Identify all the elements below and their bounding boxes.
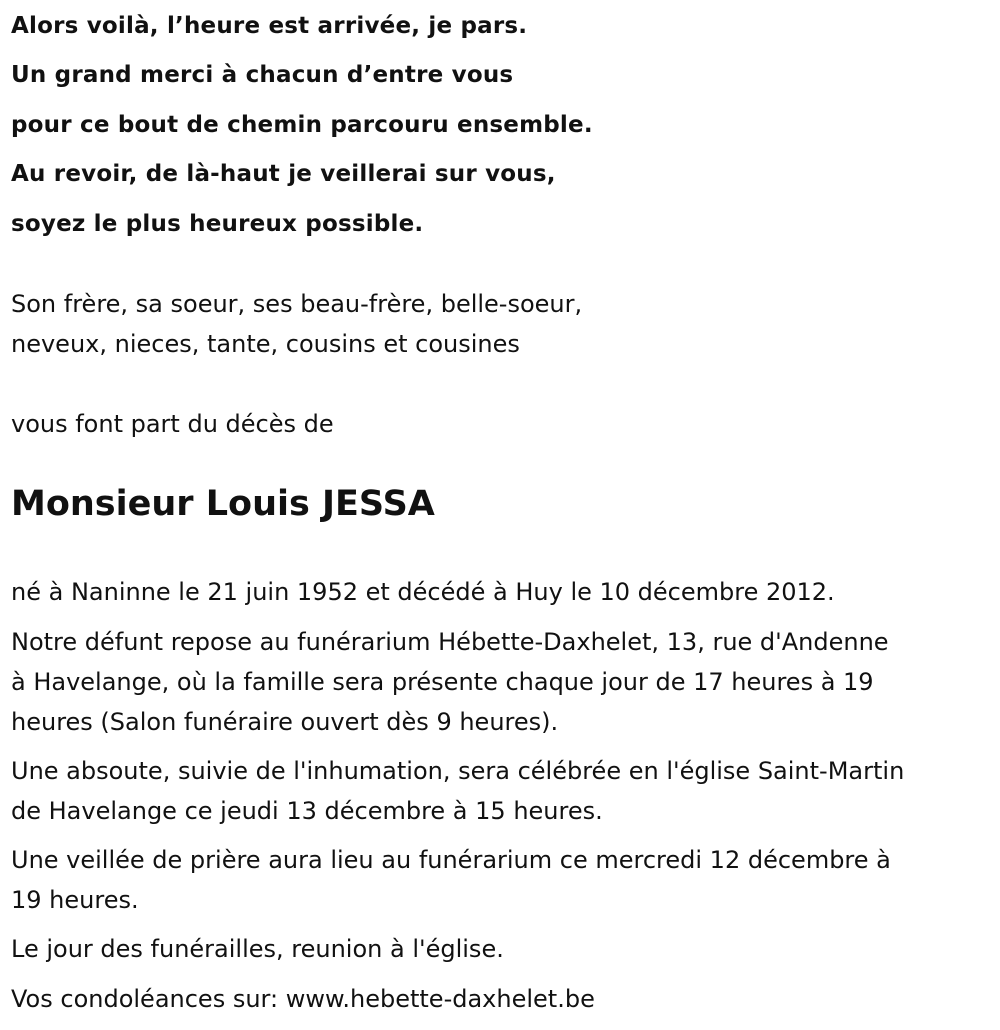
poem-line: Alors voilà, l’heure est arrivée, je pars. xyxy=(11,13,528,39)
poem-line: Un grand merci à chacun d’entre vous xyxy=(11,62,514,88)
repose-line: heures (Salon funéraire ouvert dès 9 heures). xyxy=(11,708,559,736)
deceased-name: Monsieur Louis JESSA xyxy=(11,484,435,524)
announcement-text: vous font part du décès de xyxy=(11,410,334,438)
repose-paragraph xyxy=(11,622,996,742)
family-line: neveux, nieces, tante, cousins et cousines xyxy=(11,330,520,358)
repose-line: Notre défunt repose au funérarium Hébette-Daxhelet, 13, rue d'Andenne xyxy=(11,628,889,656)
reunion-text: Le jour des funérailles, reunion à l'église. xyxy=(11,935,504,963)
veillee-line: Une veillée de prière aura lieu au funérarium ce mercredi 12 décembre à xyxy=(11,846,891,874)
absoute-line: Une absoute, suivie de l'inhumation, sera célébrée en l'église Saint-Martin xyxy=(11,757,905,785)
absoute-paragraph xyxy=(11,751,996,831)
poem-line: Au revoir, de là-haut je veillerai sur vous, xyxy=(11,161,556,187)
poem-line: soyez le plus heureux possible. xyxy=(11,211,424,237)
birth-death-text: né à Naninne le 21 juin 1952 et décédé à Huy le 10 décembre 2012. xyxy=(11,578,835,606)
absoute-line: de Havelange ce jeudi 13 décembre à 15 heures. xyxy=(11,797,603,825)
family-line: Son frère, sa soeur, ses beau-frère, belle-soeur, xyxy=(11,290,583,318)
veillee-paragraph xyxy=(11,840,996,920)
condolences-text: Vos condoléances sur: www.hebette-daxhelet.be xyxy=(11,985,595,1013)
veillee-line: 19 heures. xyxy=(11,886,139,914)
repose-line: à Havelange, où la famille sera présente chaque jour de 17 heures à 19 xyxy=(11,668,874,696)
poem-line: pour ce bout de chemin parcouru ensemble. xyxy=(11,112,593,138)
